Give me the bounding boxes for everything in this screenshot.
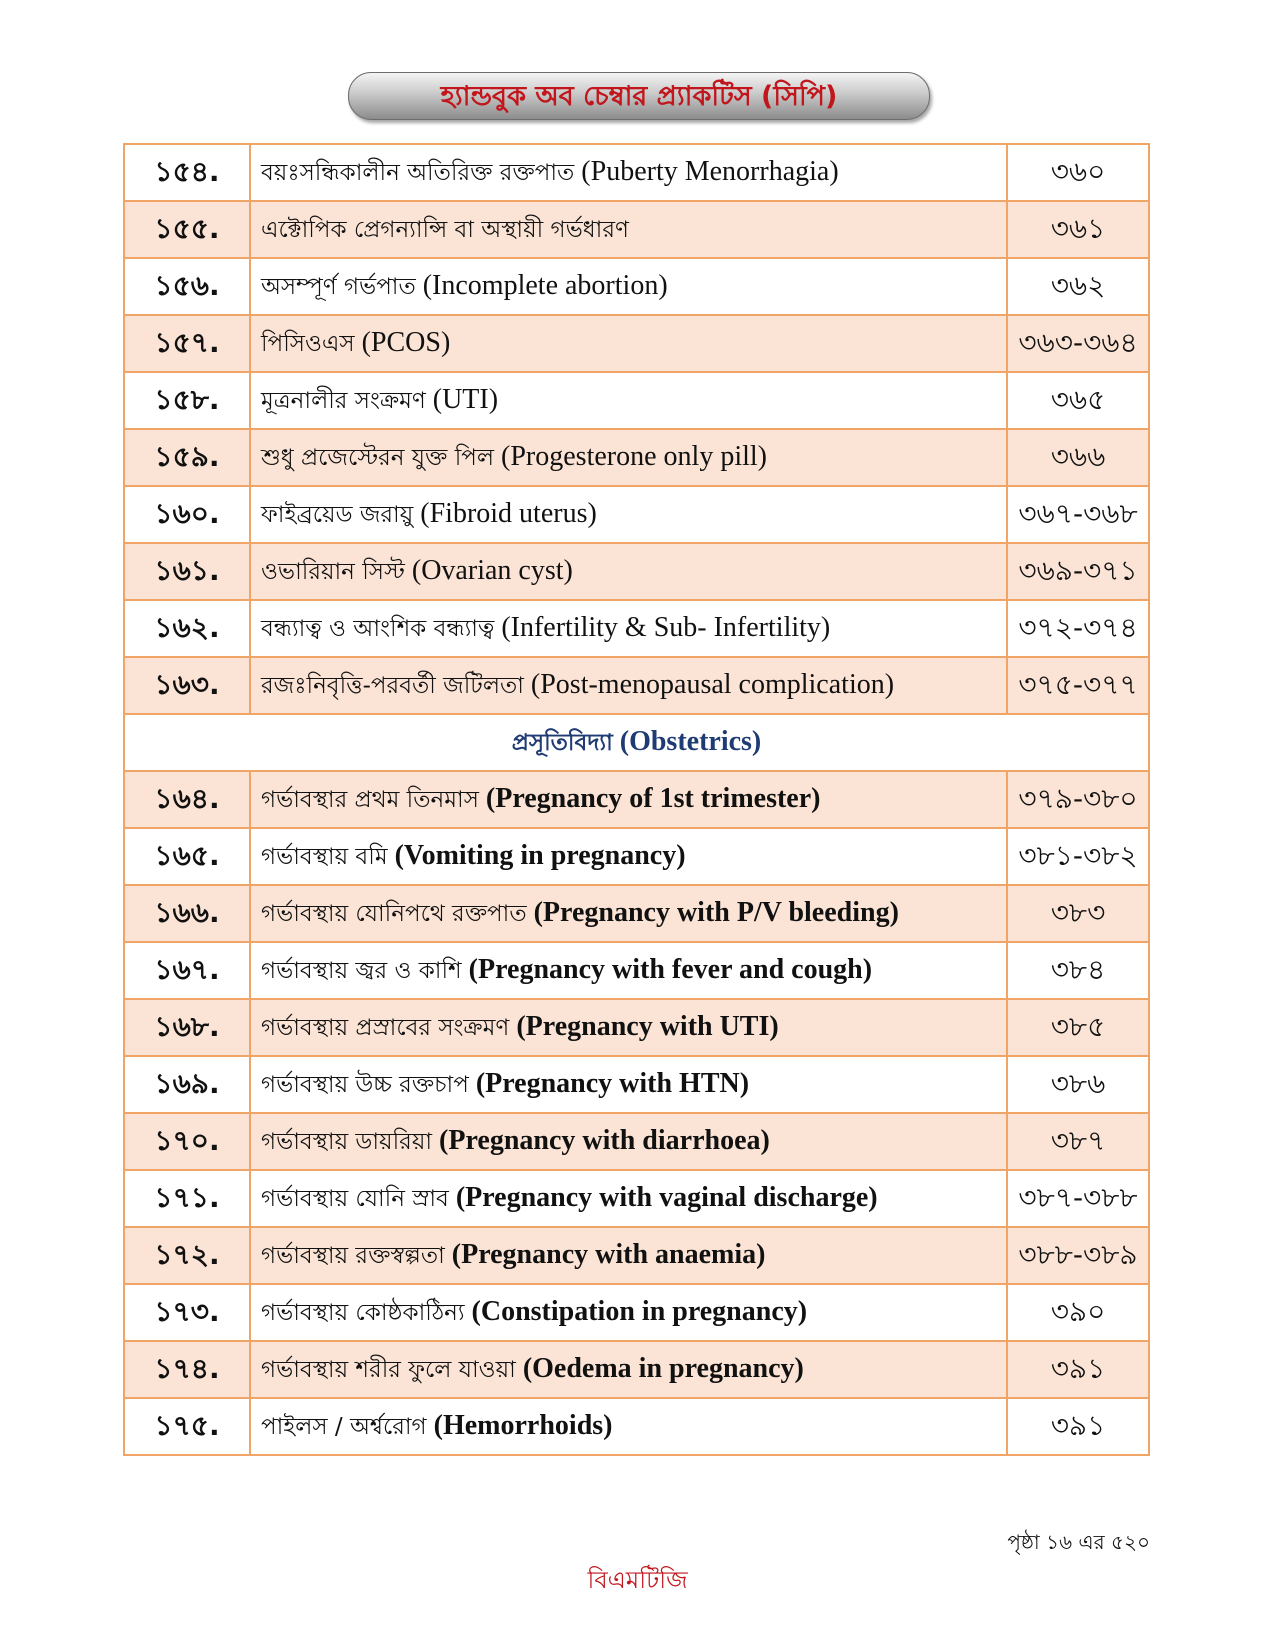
row-number: ১৭৫.: [124, 1398, 250, 1455]
table-row: [124, 828, 1149, 885]
contents-table: [123, 143, 1150, 1456]
row-page: ৩৮১-৩৮২: [1007, 828, 1149, 885]
row-number: ১৫৬.: [124, 258, 250, 315]
topic-english: (Pregnancy with HTN): [475, 1068, 750, 1100]
table-row: [124, 1170, 1149, 1227]
row-page: ৩৮৬: [1007, 1056, 1149, 1113]
table-row: [124, 1113, 1149, 1170]
row-topic: [250, 429, 1007, 486]
topic-bangla: শুধু প্রজেস্টেরন যুক্ত পিল: [261, 445, 495, 472]
row-topic: [250, 1341, 1007, 1398]
table-row: [124, 1341, 1149, 1398]
topic-bangla: গর্ভাবস্থার প্রথম তিনমাস: [261, 787, 479, 814]
row-topic: [250, 771, 1007, 828]
topic-bangla: গর্ভাবস্থায় বমি: [261, 844, 388, 871]
topic-bangla: মূত্রনালীর সংক্রমণ: [261, 388, 426, 415]
row-topic: [250, 1056, 1007, 1113]
row-page: ৩৬০: [1007, 144, 1149, 201]
topic-bangla: ফাইব্রয়েড জরায়ু: [261, 502, 414, 529]
row-page: ৩৮৩: [1007, 885, 1149, 942]
topic-bangla: ওভারিয়ান সিস্ট: [261, 559, 405, 586]
topic-bangla: গর্ভাবস্থায় উচ্চ রক্তচাপ: [261, 1072, 469, 1099]
topic-bangla: এক্টোপিক প্রেগন্যান্সি বা অস্থায়ী গর্ভধারণ: [261, 217, 629, 244]
topic-english: (Pregnancy with vaginal discharge): [455, 1182, 878, 1214]
row-page: ৩৬৩-৩৬৪: [1007, 315, 1149, 372]
topic-english: (Pregnancy with P/V bleeding): [533, 897, 899, 929]
row-page: ৩৭২-৩৭৪: [1007, 600, 1149, 657]
row-topic: [250, 486, 1007, 543]
topic-english: (Vomiting in pregnancy): [394, 840, 686, 872]
row-number: ১৭২.: [124, 1227, 250, 1284]
topic-english: (Incomplete abortion): [422, 270, 668, 302]
row-topic: [250, 885, 1007, 942]
row-number: ১৭৩.: [124, 1284, 250, 1341]
row-page: ৩৬৭-৩৬৮: [1007, 486, 1149, 543]
topic-english: (Pregnancy of 1st trimester): [485, 783, 821, 815]
row-topic: [250, 372, 1007, 429]
row-number: ১৭৪.: [124, 1341, 250, 1398]
topic-bangla: গর্ভাবস্থায় প্রস্রাবের সংক্রমণ: [261, 1015, 510, 1042]
row-page: ৩৮৮-৩৮৯: [1007, 1227, 1149, 1284]
topic-bangla: গর্ভাবস্থায় কোষ্ঠকাঠিন্য: [261, 1300, 465, 1327]
table-row: [124, 201, 1149, 258]
section-heading: [124, 714, 1149, 771]
row-topic: [250, 315, 1007, 372]
row-topic: [250, 600, 1007, 657]
row-topic: [250, 999, 1007, 1056]
row-topic: [250, 144, 1007, 201]
topic-bangla: অসম্পূর্ণ গর্ভপাত: [261, 274, 416, 301]
row-number: ১৫৭.: [124, 315, 250, 372]
topic-english: (PCOS): [361, 327, 451, 359]
row-page: ৩৮৭-৩৮৮: [1007, 1170, 1149, 1227]
row-topic: [250, 1113, 1007, 1170]
row-topic: [250, 1284, 1007, 1341]
row-number: ১৬৮.: [124, 999, 250, 1056]
row-page: ৩৯১: [1007, 1341, 1149, 1398]
table-row: [124, 1284, 1149, 1341]
row-page: ৩৮৭: [1007, 1113, 1149, 1170]
table-row: [124, 942, 1149, 999]
topic-bangla: পাইলস / অর্শ্বরোগ: [261, 1414, 427, 1441]
table-row: [124, 771, 1149, 828]
topic-english: (Constipation in pregnancy): [471, 1296, 808, 1328]
topic-bangla: বয়ঃসন্ধিকালীন অতিরিক্ত রক্তপাত: [261, 160, 575, 187]
table-row: [124, 543, 1149, 600]
row-topic: [250, 1227, 1007, 1284]
topic-bangla: গর্ভাবস্থায় শরীর ফুলে যাওয়া: [261, 1357, 516, 1384]
table-row: [124, 372, 1149, 429]
topic-english: (Post-menopausal complication): [530, 669, 895, 701]
page-title: হ্যান্ডবুক অব চেম্বার প্র্যাকটিস (সিপি): [440, 80, 838, 112]
row-page: ৩৭৯-৩৮০: [1007, 771, 1149, 828]
section-bangla: প্রসূতিবিদ্যা: [511, 730, 613, 757]
topic-english: (Infertility & Sub- Infertility): [501, 612, 831, 644]
table-row: [124, 999, 1149, 1056]
topic-bangla: রজঃনিবৃত্তি-পরবর্তী জটিলতা: [261, 673, 524, 700]
row-number: ১৫৫.: [124, 201, 250, 258]
table-row: [124, 885, 1149, 942]
table-row: [124, 600, 1149, 657]
row-number: ১৫৯.: [124, 429, 250, 486]
row-number: ১৬৩.: [124, 657, 250, 714]
topic-english: (Puberty Menorrhagia): [581, 156, 839, 188]
row-page: ৩৬৯-৩৭১: [1007, 543, 1149, 600]
topic-bangla: গর্ভাবস্থায় রক্তস্বল্পতা: [261, 1243, 445, 1270]
header-title-banner: [348, 72, 930, 120]
row-topic: [250, 258, 1007, 315]
row-topic: [250, 1398, 1007, 1455]
row-page: ৩৮৪: [1007, 942, 1149, 999]
row-number: ১৬৬.: [124, 885, 250, 942]
topic-english: (Pregnancy with diarrhoea): [439, 1125, 770, 1157]
topic-bangla: গর্ভাবস্থায় যোনিপথে রক্তপাত: [261, 901, 527, 928]
table-row: [124, 1398, 1149, 1455]
table-row: [124, 258, 1149, 315]
row-page: ৩৭৫-৩৭৭: [1007, 657, 1149, 714]
row-topic: [250, 828, 1007, 885]
table-row: [124, 1056, 1149, 1113]
topic-english: (Pregnancy with fever and cough): [468, 954, 873, 986]
row-number: ১৫৪.: [124, 144, 250, 201]
row-number: ১৬৭.: [124, 942, 250, 999]
row-number: ১৫৮.: [124, 372, 250, 429]
row-number: ১৬৫.: [124, 828, 250, 885]
topic-english: (Progesterone only pill): [501, 441, 767, 473]
row-topic: [250, 543, 1007, 600]
table-row: [124, 429, 1149, 486]
row-page: ৩৬৫: [1007, 372, 1149, 429]
topic-bangla: পিসিওএস: [261, 331, 355, 358]
topic-bangla: বন্ধ্যাত্ব ও আংশিক বন্ধ্যাত্ব: [261, 616, 495, 643]
row-page: ৩৬৬: [1007, 429, 1149, 486]
row-page: ৩৮৫: [1007, 999, 1149, 1056]
topic-bangla: গর্ভাবস্থায় জ্বর ও কাশি: [261, 958, 462, 985]
row-page: ৩৯১: [1007, 1398, 1149, 1455]
table-row: [124, 1227, 1149, 1284]
row-topic: [250, 1170, 1007, 1227]
row-page: ৩৬২: [1007, 258, 1149, 315]
table-row: [124, 486, 1149, 543]
row-topic: [250, 657, 1007, 714]
row-topic: [250, 942, 1007, 999]
topic-english: (Fibroid uterus): [420, 498, 597, 530]
row-number: ১৭০.: [124, 1113, 250, 1170]
topic-english: (UTI): [432, 384, 499, 416]
row-number: ১৬২.: [124, 600, 250, 657]
row-page: ৩৯০: [1007, 1284, 1149, 1341]
row-number: ১৬৪.: [124, 771, 250, 828]
footer-brand: বিএমটিজি: [587, 1566, 688, 1594]
page-indicator: পৃষ্ঠা ১৬ এর ৫২০: [1007, 1530, 1150, 1554]
table-row: [124, 315, 1149, 372]
row-number: ১৭১.: [124, 1170, 250, 1227]
section-header-row: [124, 714, 1149, 771]
row-number: ১৬১.: [124, 543, 250, 600]
row-page: ৩৬১: [1007, 201, 1149, 258]
topic-bangla: গর্ভাবস্থায় যোনি স্রাব: [261, 1186, 449, 1213]
topic-english: (Oedema in pregnancy): [522, 1353, 804, 1385]
table-row: [124, 657, 1149, 714]
section-english: (Obstetrics): [619, 726, 762, 758]
topic-english: (Hemorrhoids): [433, 1410, 613, 1442]
topic-english: (Pregnancy with anaemia): [451, 1239, 766, 1271]
row-number: ১৬০.: [124, 486, 250, 543]
row-topic: [250, 201, 1007, 258]
table-row: [124, 144, 1149, 201]
topic-english: (Pregnancy with UTI): [516, 1011, 779, 1043]
topic-english: (Ovarian cyst): [411, 555, 573, 587]
topic-bangla: গর্ভাবস্থায় ডায়রিয়া: [261, 1129, 433, 1156]
row-number: ১৬৯.: [124, 1056, 250, 1113]
